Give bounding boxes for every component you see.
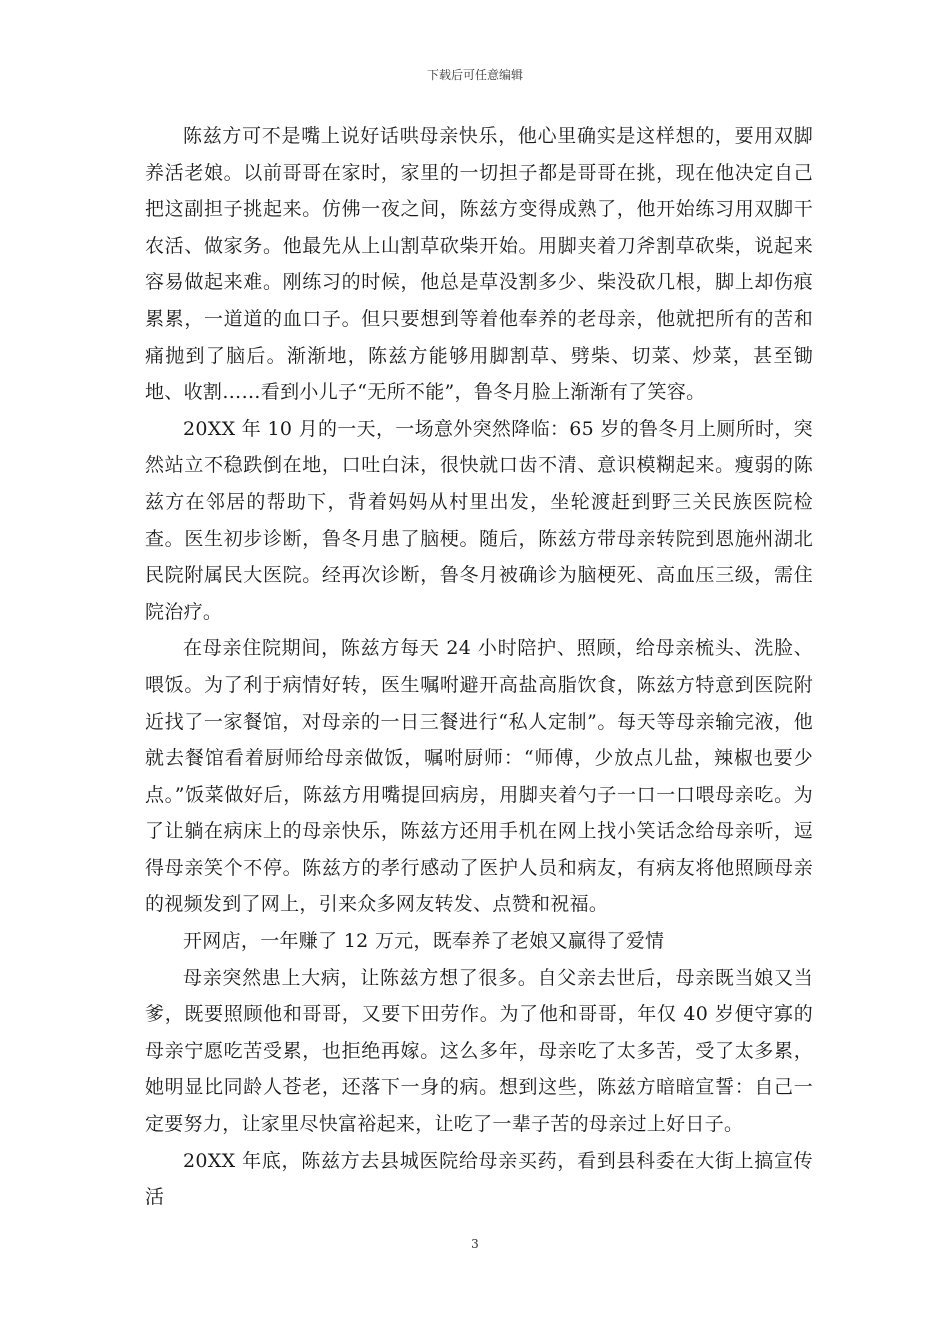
document-body — [145, 118, 813, 1216]
paragraph-3: 在母亲住院期间，陈兹方每天 24 小时陪护、照顾，给母亲梳头、洗脸、喂饭。为了利于病情好转，医生嘱咐避开高盐高脂饮食，陈兹方特意到医院附近找了一家餐馆，对母亲的一日三餐进行“私人定制”。每天等母亲输完液，他就去餐馆看着厨师给母亲做饭，嘱咐厨师：“师傅，少放点儿盐，辣椒也要少点。”饭菜做好后，陈兹方用嘴提回病房，用脚夹着勺子一口一口喂母亲吃。为了让躺在病床上的母亲快乐，陈兹方还用手机在网上找小笑话念给母亲听，逗得母亲笑个不停。陈兹方的孝行感动了医护人员和病友，有病友将他照顾母亲的视频发到了网上，引来众多网友转发、点赞和祝福。 — [145, 637, 813, 916]
paragraph-1: 陈兹方可不是嘴上说好话哄母亲快乐，他心里确实是这样想的，要用双脚养活老娘。以前哥哥在家时，家里的一切担子都是哥哥在挑，现在他决定自己把这副担子挑起来。仿佛一夜之间，陈兹方变得成熟了，他开始练习用双脚干农活、做家务。他最先从上山割草砍柴开始。用脚夹着刀斧割草砍柴，说起来容易做起来难。刚练习的时候，他总是草没割多少、柴没砍几根，脚上却伤痕累累，一道道的血口子。但只要想到等着他奉养的老母亲，他就把所有的苦和痛抛到了脑后。渐渐地，陈兹方能够用脚割草、劈柴、切菜、炒菜，甚至锄地、收割……看到小儿子“无所不能”，鲁冬月脸上渐渐有了笑容。 — [145, 125, 813, 404]
paragraph-2: 20XX 年 10 月的一天，一场意外突然降临：65 岁的鲁冬月上厕所时，突然站立不稳跌倒在地，口吐白沫，很快就口齿不清、意识模糊起来。瘦弱的陈兹方在邻居的帮助下，背着妈妈从村里出发，坐轮渡赶到野三关民族医院检查。医生初步诊断，鲁冬月患了脑梗。随后，陈兹方带母亲转院到恩施州湖北民院附属民大医院。经再次诊断，鲁冬月被确诊为脑梗死、高血压三级，需住院治疗。 — [145, 417, 813, 623]
section-heading: 开网店，一年赚了 12 万元，既奉养了老娘又赢得了爱情 — [183, 930, 665, 953]
paragraph-5: 20XX 年底，陈兹方去县城医院给母亲买药，看到县科委在大街上搞宣传活 — [145, 1149, 813, 1209]
page-header: 下载后可任意编辑 — [426, 68, 523, 82]
page-number: 3 — [471, 1237, 479, 1251]
paragraph-4: 母亲突然患上大病，让陈兹方想了很多。自父亲去世后，母亲既当娘又当爹，既要照顾他和哥哥，又要下田劳作。为了他和哥哥，年仅 40 岁便守寡的母亲宁愿吃苦受累，也拒绝再嫁。这么多年，母亲吃了太多苦，受了太多累，她明显比同龄人苍老，还落下一身的病。想到这些，陈兹方暗暗宣誓：自己一定要努力，让家里尽快富裕起来，让吃了一辈子苦的母亲过上好日子。 — [145, 966, 813, 1136]
